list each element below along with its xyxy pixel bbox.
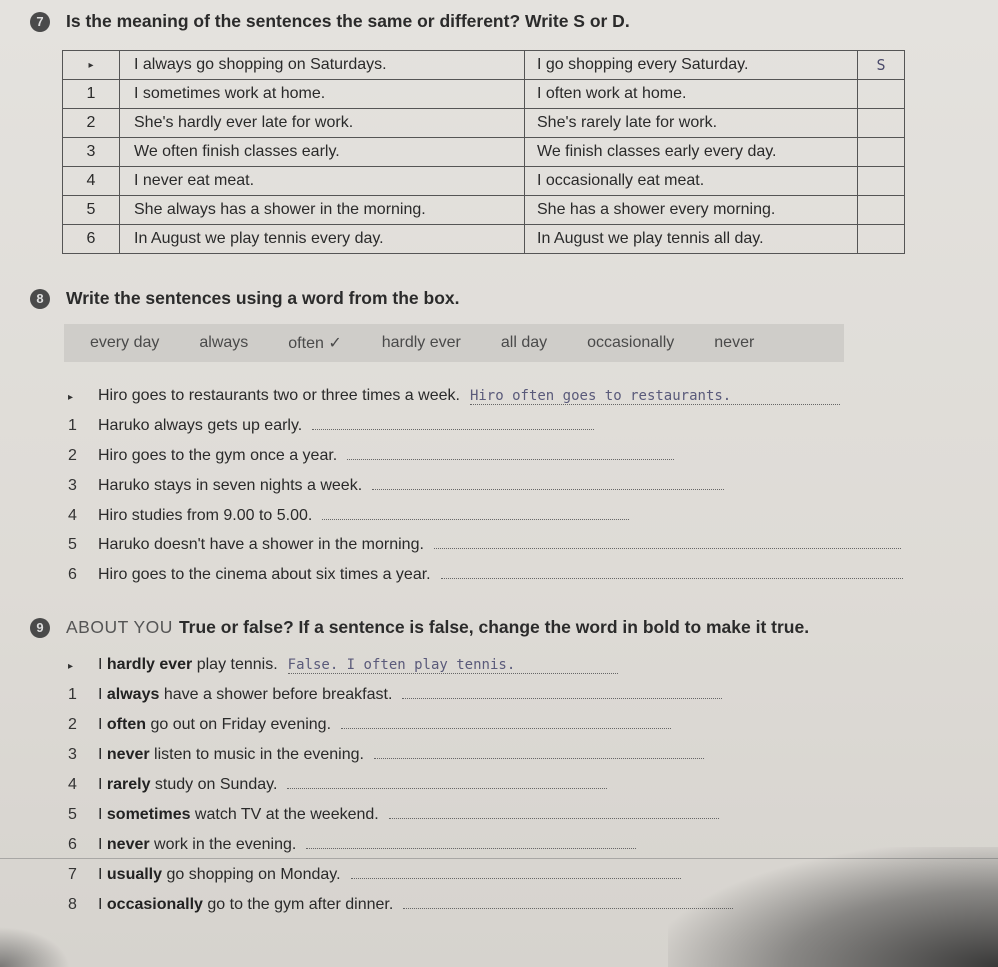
bold-word: usually	[106, 866, 163, 883]
exercise-8-item	[68, 477, 724, 495]
exercise-9-item	[68, 866, 681, 884]
item-number: 3	[68, 477, 77, 494]
item-text-pre: I	[98, 746, 107, 763]
exercise-9-number: 9	[30, 618, 50, 638]
answer-field[interactable]: Hiro often goes to restaurants.	[470, 388, 840, 405]
item-text-pre: I	[98, 836, 107, 853]
sentence-b: We finish classes early every day.	[525, 138, 858, 167]
sentence-b: I occasionally eat meat.	[525, 167, 858, 196]
exercise-9-item	[68, 746, 704, 764]
table-row	[63, 138, 905, 167]
item-number: 4	[68, 776, 77, 793]
sentence-a: We often finish classes early.	[120, 138, 525, 167]
answer-field[interactable]	[402, 697, 722, 699]
shadow	[668, 847, 998, 967]
table-row	[63, 80, 905, 109]
item-text: Hiro studies from 9.00 to 5.00.	[98, 507, 313, 524]
word-box-item: occasionally	[587, 334, 675, 351]
item-number: 7	[68, 866, 77, 883]
bold-word: hardly ever	[106, 656, 193, 673]
answer-cell[interactable]: S	[858, 51, 905, 80]
answer-field[interactable]	[341, 727, 671, 729]
item-number: 8	[68, 896, 77, 913]
answer-cell[interactable]	[858, 109, 905, 138]
word-box-item: all day	[500, 334, 548, 351]
exercise-9-item	[68, 686, 722, 704]
exercise-8-item	[68, 447, 674, 465]
sentence-b: She has a shower every morning.	[525, 196, 858, 225]
answer-field[interactable]	[389, 817, 719, 819]
sentence-b: I go shopping every Saturday.	[525, 51, 858, 80]
exercise-9-item	[68, 836, 636, 854]
answer-field[interactable]	[372, 488, 724, 490]
item-text: Hiro goes to the cinema about six times a year.	[98, 566, 431, 583]
item-text-post: go out on Friday evening.	[146, 716, 332, 733]
bold-word: never	[106, 836, 150, 853]
bold-word: never	[106, 746, 150, 763]
row-number: 2	[63, 109, 120, 138]
answer-cell[interactable]	[858, 196, 905, 225]
item-text: Haruko stays in seven nights a week.	[98, 477, 363, 494]
item-number: ▸	[68, 392, 74, 403]
exercise-9-prefix: ABOUT YOU	[66, 617, 173, 637]
answer-field[interactable]: False. I often play tennis.	[288, 657, 618, 674]
sentence-b: She's rarely late for work.	[525, 109, 858, 138]
exercise-9-item	[68, 896, 733, 914]
exercise-8-heading	[30, 288, 460, 309]
answer-cell[interactable]	[858, 225, 905, 254]
bold-word: rarely	[106, 776, 151, 793]
answer-field[interactable]	[374, 757, 704, 759]
sentence-a: I always go shopping on Saturdays.	[120, 51, 525, 80]
exercise-7-instruction: Is the meaning of the sentences the same or different? Write S or D.	[66, 11, 630, 31]
item-text-pre: I	[98, 866, 107, 883]
answer-field[interactable]	[441, 577, 903, 579]
word-box	[64, 324, 844, 362]
bold-word: always	[106, 686, 160, 703]
item-number: 5	[68, 536, 77, 553]
item-number: 2	[68, 447, 77, 464]
item-text-pre: I	[98, 716, 107, 733]
word-box-item: always	[199, 334, 249, 351]
exercise-9-item	[68, 776, 607, 794]
item-text: Hiro goes to restaurants two or three times a week.	[98, 387, 460, 404]
exercise-8-item	[68, 507, 629, 525]
answer-cell[interactable]	[858, 167, 905, 196]
exercise-8-item	[68, 566, 903, 584]
item-number: ▸	[68, 661, 74, 672]
sentence-a: I sometimes work at home.	[120, 80, 525, 109]
answer-field[interactable]	[347, 458, 674, 460]
exercise-9-item	[68, 656, 618, 674]
sentence-a: I never eat meat.	[120, 167, 525, 196]
item-number: 1	[68, 686, 77, 703]
word-box-item: hardly ever	[381, 334, 461, 351]
item-number: 1	[68, 417, 77, 434]
sentence-b: In August we play tennis all day.	[525, 225, 858, 254]
item-text-pre: I	[98, 776, 107, 793]
item-text: Haruko doesn't have a shower in the morning.	[98, 536, 424, 553]
item-number: 6	[68, 836, 77, 853]
answer-field[interactable]	[351, 877, 681, 879]
shadow	[0, 927, 70, 967]
exercise-8-item	[68, 417, 594, 435]
answer-cell[interactable]	[858, 80, 905, 109]
row-number: 5	[63, 196, 120, 225]
answer-field[interactable]	[434, 547, 901, 549]
exercise-9-heading	[30, 617, 809, 638]
sentence-a: She's hardly ever late for work.	[120, 109, 525, 138]
item-number: 2	[68, 716, 77, 733]
exercise-8-item	[68, 387, 840, 405]
row-number: 6	[63, 225, 120, 254]
row-number: 1	[63, 80, 120, 109]
item-number: 4	[68, 507, 77, 524]
exercise-7-heading	[30, 11, 630, 32]
bold-word: often	[106, 716, 146, 733]
row-number: 3	[63, 138, 120, 167]
word-box-item: never	[714, 334, 755, 351]
item-text-post: play tennis.	[192, 656, 278, 673]
exercise-7-number: 7	[30, 12, 50, 32]
exercise-8-item	[68, 536, 901, 554]
table-row	[63, 196, 905, 225]
bold-word: occasionally	[106, 896, 203, 913]
item-text: Haruko always gets up early.	[98, 417, 303, 434]
item-text-post: have a shower before breakfast.	[159, 686, 393, 703]
answer-field[interactable]	[287, 787, 607, 789]
sentence-b: I often work at home.	[525, 80, 858, 109]
word-box-item: every day	[90, 334, 160, 351]
item-number: 3	[68, 746, 77, 763]
exercise-8-number: 8	[30, 289, 50, 309]
answer-field[interactable]	[306, 847, 636, 849]
exercise-8-instruction: Write the sentences using a word from the box.	[66, 288, 460, 308]
item-text-post: go shopping on Monday.	[162, 866, 341, 883]
item-text: Hiro goes to the gym once a year.	[98, 447, 338, 464]
exercise-9-item	[68, 716, 671, 734]
table-row	[63, 109, 905, 138]
sentence-a: In August we play tennis every day.	[120, 225, 525, 254]
row-number: ▸	[63, 51, 120, 80]
item-text-pre: I	[98, 806, 107, 823]
table-row	[63, 225, 905, 254]
table-row	[63, 167, 905, 196]
sentence-a: She always has a shower in the morning.	[120, 196, 525, 225]
row-number: 4	[63, 167, 120, 196]
table-row	[63, 51, 905, 80]
item-text-post: go to the gym after dinner.	[202, 896, 394, 913]
exercise-9-instruction: True or false? If a sentence is false, change the word in bold to make it true.	[178, 617, 810, 637]
item-text-pre: I	[98, 896, 107, 913]
item-number: 5	[68, 806, 77, 823]
item-text-pre: I	[98, 656, 107, 673]
item-text-post: work in the evening.	[149, 836, 297, 853]
bold-word: sometimes	[106, 806, 191, 823]
answer-cell[interactable]	[858, 138, 905, 167]
answer-field[interactable]	[322, 518, 629, 520]
item-text-post: listen to music in the evening.	[149, 746, 364, 763]
item-number: 6	[68, 566, 77, 583]
item-text-post: study on Sunday.	[150, 776, 278, 793]
item-text-pre: I	[98, 686, 107, 703]
exercise-7-table	[62, 50, 905, 254]
item-text-post: watch TV at the weekend.	[190, 806, 379, 823]
answer-field[interactable]	[312, 428, 594, 430]
exercise-9-item	[68, 806, 719, 824]
word-box-item: often ✓	[288, 335, 342, 352]
